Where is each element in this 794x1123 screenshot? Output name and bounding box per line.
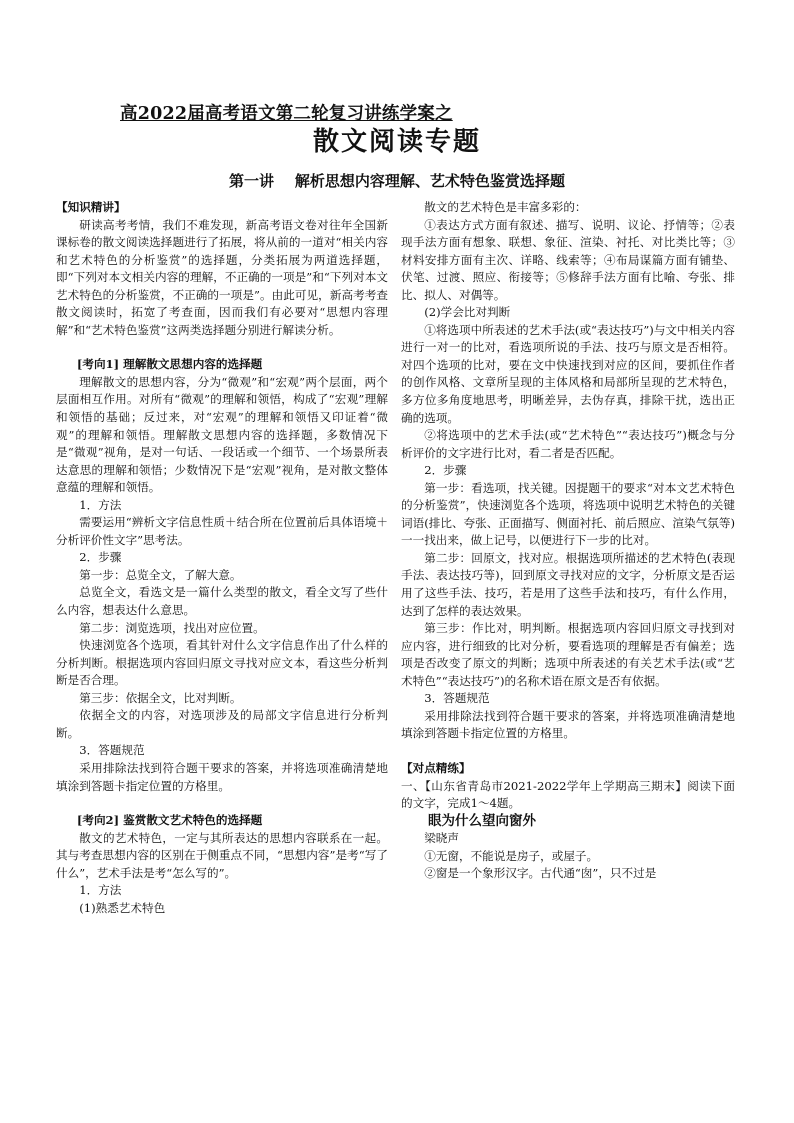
k1-step1-body: 总览全文，看选文是一篇什么类型的散文，看全文写了些什么内容，想表达什么意思。 bbox=[56, 585, 388, 618]
art-intro: 散文的艺术特色是丰富多彩的： bbox=[424, 200, 587, 214]
k2-method-sub: (1)熟悉艺术特色 bbox=[79, 900, 166, 915]
k1-method-label: 1．方法 bbox=[79, 497, 122, 512]
compare-item-2: ②将选项中的艺术手法(或“艺术特色”“表达技巧”)概念与分析评价的文字进行比对，看二者是否匹配。 bbox=[401, 428, 735, 460]
main-title: 散文阅读专题 bbox=[312, 127, 481, 157]
k1-steps-label: 2．步骤 bbox=[79, 550, 122, 565]
kao1-heading: [考向1] 理解散文思想内容的选择题 bbox=[76, 357, 263, 372]
art-list: ①表达方式方面有叙述、描写、说明、议论、抒情等；②表现手法方面有想象、联想、象征、渲染、衬托、对比类比等；③材料安排方面有主次、详略、线索等；④布局谋篇方面有铺垫、伏笔、过渡、照应、衔接等；⑤修辞手法方面有比喻、夸张、排比、拟人、对偶等。 bbox=[401, 217, 735, 302]
k1-step2-body: 快速浏览各个选项，看其针对什么文字信息作出了什么样的分析判断。根据选项内容回归原文寻找对应文本，看这些分析判断是否合理。 bbox=[56, 638, 388, 688]
k2-steps-label: 2．步骤 bbox=[424, 463, 467, 478]
k2-method-label: 1．方法 bbox=[79, 883, 122, 898]
k1-norm-label: 3．答题规范 bbox=[79, 743, 145, 758]
k2-step2: 第二步：回原文，找对应。根据选项所描述的艺术特色(表现手法、表达技巧等)，回到原文寻找对应的文字，分析原文是否运用了这些手法、技巧，若是用了这些手法和技巧，有什么作用，达到了怎样的表达效果。 bbox=[401, 550, 735, 618]
kao1-body: 理解散文的思想内容，分为“微观”和“宏观”两个层面，两个层面相互作用。对所有“微观”的理解和领悟，构成了“宏观”理解和领悟的基础；反过来，对“宏观”的理解和领悟又印证着“微观”的理解和领悟。理解散文思想内容的选择题，多数情况下是“微观”视角，是对一句话、一段话或一个细节、一个场景所表达意思的理解和领悟；少数情况下是“宏观”视角，是对散文整体意蕴的理解和领悟。 bbox=[56, 374, 388, 495]
knowledge-heading: 【知识精讲】 bbox=[56, 200, 126, 214]
k2-step1: 第一步：看选项，找关键。因提题干的要求“对本文艺术特色的分析鉴赏”，快速浏览各个选项，将选项中说明艺术特色的关键词语(排比、夸张、正面描写、侧面衬托、前后照应、渲染气氛等)一一找出来，做上记号，以便进行下一步的比对。 bbox=[401, 480, 735, 548]
essay-author: 梁晓声 bbox=[424, 831, 459, 846]
intro-paragraph: 研读高考考情，我们不难发现，新高考语文卷对往年全国新课标卷的散文阅读选择题进行了拓展，将从前的一道对“相关内容和艺术特色的分析鉴赏”的选择题，分类拓展为两道选择题，即“下列对本文相关内容的理解，不正确的一项是”和“下列对本文艺术特色的分析鉴赏，不正确的一项是”。由此可见，新高考考查散文阅读时，拓宽了考查面，因而我们有必要对“思想内容理解”和“艺术特色鉴赏”这两类选择题分别进行解读分析。 bbox=[56, 217, 388, 337]
k1-step3-body: 依据全文的内容，对选项涉及的局部文字信息进行分析判断。 bbox=[56, 708, 388, 740]
k2-norm-label: 3．答题规范 bbox=[424, 691, 490, 706]
practice-source: 一、【山东省青岛市2021-2022学年上学期高三期末】阅读下面的文字，完成1～4题。 bbox=[401, 778, 735, 811]
series-title: 高2022届高考语文第二轮复习讲练学案之 bbox=[120, 104, 453, 124]
essay-paragraph-2: ②窗是一个象形汉字。古代通“囱”，只不过是 bbox=[424, 866, 657, 881]
practice-heading: 【对点精练】 bbox=[401, 760, 471, 775]
kao2-body: 散文的艺术特色，一定与其所表达的思想内容联系在一起。其与考查思想内容的区别在于侧重点不同，“思想内容”是考“写了什么”，艺术手法是考“怎么写的”。 bbox=[56, 830, 388, 880]
k1-step2-title: 第二步：浏览选项，找出对应位置。 bbox=[79, 620, 265, 635]
k2-step3: 第三步：作比对，明判断。根据选项内容回归原文寻找到对应内容，进行细致的比对分析，要看选项的理解是否有偏差；选项是否改变了原文的判断；选项中所表述的有关艺术手法(或“艺术特色”“表达技巧”)的名称术语在原文是否有依据。 bbox=[401, 621, 735, 688]
k1-step3-title: 第三步：依据全文，比对判断。 bbox=[79, 690, 242, 705]
lecture-title: 第一讲 解析思想内容理解、艺术特色鉴赏选择题 bbox=[229, 172, 565, 190]
k1-step1-title: 第一步：总览全文，了解大意。 bbox=[79, 567, 242, 582]
left-column bbox=[56, 199, 388, 917]
k1-method-body: 需要运用“辨析文字信息性质＋结合所在位置前后具体语境＋分析评价性文字”思考法。 bbox=[56, 515, 388, 547]
essay-paragraph-1: ①无窗，不能说是房子，或屋子。 bbox=[424, 848, 599, 863]
compare-label: (2)学会比对判断 bbox=[424, 305, 511, 320]
k2-norm-body: 采用排除法找到符合题干要求的答案，并将选项准确清楚地填涂到答题卡指定位置的方格里。 bbox=[401, 708, 735, 741]
right-column bbox=[401, 199, 735, 883]
essay-title: 眼为什么望向窗外 bbox=[428, 812, 536, 829]
kao2-heading: [考向2] 鉴赏散文艺术特色的选择题 bbox=[76, 813, 263, 828]
k1-norm-body: 采用排除法找到符合题干要求的答案，并将选项准确清楚地填涂到答题卡指定位置的方格里。 bbox=[56, 760, 388, 793]
compare-item-1: ①将选项中所表述的艺术手法(或“表达技巧”)与文中相关内容进行一对一的比对，看选项所说的手法、技巧与原文是否相符。对四个选项的比对，要在文中快速找到对应的区间，要抓住作者的创作风格、文章所呈现的主体风格和局部所呈现的艺术特色，多方位多角度地思考，明晰差异，去伪存真，排除干扰，选出正确的选项。 bbox=[401, 322, 735, 425]
